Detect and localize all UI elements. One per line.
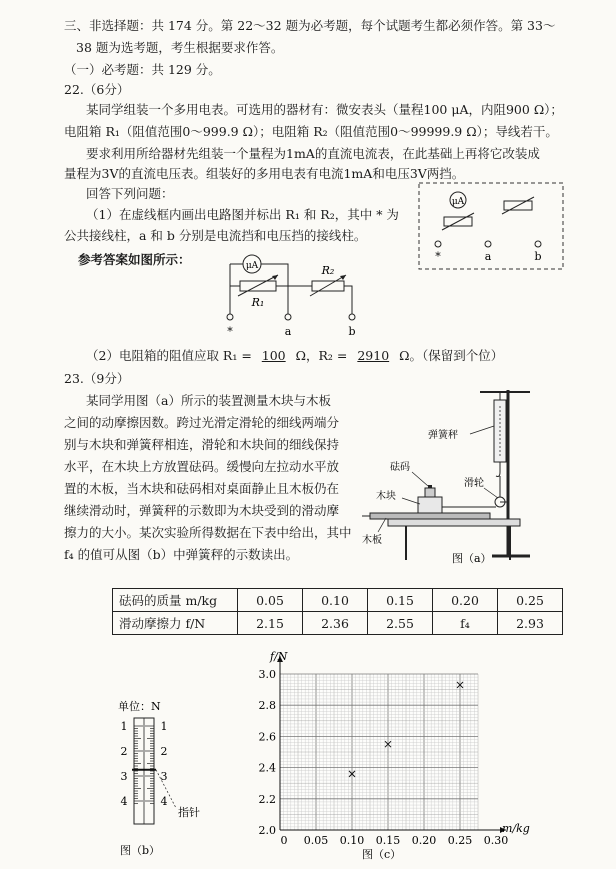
board-icon <box>362 513 490 519</box>
scale-unit: 单位：N <box>118 700 161 713</box>
q23-line: 水平，在木块上方放置砝码。缓慢向左拉动水平放 <box>64 459 340 474</box>
svg-text:*: * <box>435 250 441 263</box>
y-tick-label: 2.6 <box>258 730 276 744</box>
svg-text:a: a <box>284 325 292 338</box>
tick-left-2: 2 <box>120 745 128 758</box>
table-row <box>113 589 563 612</box>
microammeter-icon <box>243 255 261 273</box>
x-tick-label: 0.20 <box>411 834 437 847</box>
svg-text:*: * <box>227 325 233 338</box>
y-tick-label: 2.2 <box>258 792 276 806</box>
q22-para1: 某同学组装一个多用电表。可选用的器材有：微安表头（量程100 μA，内阻900 Ω）； <box>86 102 563 117</box>
q23-line: 置的木板，当木块和砝码相对桌面静止且木板仍在 <box>64 481 340 496</box>
x-tick-label: 0.15 <box>375 834 401 847</box>
table-cell: 2.36 <box>303 612 368 635</box>
box-resistor-r1-icon <box>442 213 474 230</box>
y-tick-label: 2.4 <box>258 761 276 775</box>
figure-a-caption: 图（a） <box>452 552 492 565</box>
reference-answer-label: 参考答案如图所示： <box>78 252 191 267</box>
label-board: 木板 <box>362 535 382 546</box>
q22-para2: 电阻箱 R₁（阻值范围0～999.9 Ω）；电阻箱 R₂（阻值范围0～99999.9 Ω）；导线若干。 <box>64 124 558 139</box>
q22-para4: 量程为3V的直流电压表。组装好的多用电表有电流1mA和电压3V两挡。 <box>64 166 465 181</box>
reference-circuit-diagram <box>214 244 374 340</box>
q23-header: 23.（9分） <box>64 371 130 386</box>
q23-line: 别与木块和弹簧秤相连，滑轮和木块间的细线保持 <box>64 437 340 452</box>
label-block: 木块 <box>376 491 396 502</box>
label-weight: 砝码 <box>390 462 410 473</box>
x-tick-label: 0.05 <box>303 834 329 847</box>
svg-text:b: b <box>348 325 356 338</box>
answer-box-diagram <box>418 182 564 270</box>
box-terminal-a <box>485 241 491 247</box>
required-heading: （一）必考题：共 129 分。 <box>64 62 221 77</box>
q22-sub1-line1: （1）在虚线框内画出电路图并标出 R₁ 和 R₂，其中 * 为 <box>86 207 399 222</box>
box-terminal-star <box>435 241 441 247</box>
pointer-label: 指针 <box>178 806 200 819</box>
pulley-icon <box>495 497 508 507</box>
svg-text:a: a <box>484 250 492 263</box>
tick-left-1: 1 <box>120 720 128 733</box>
tick-left-4: 4 <box>120 795 128 808</box>
chart-grid <box>280 674 478 830</box>
table-cell: 2.15 <box>238 612 303 635</box>
svg-text:μA: μA <box>451 197 465 207</box>
q22-para3: 要求利用所给器材先组装一个量程为1mA的直流电流表，在此基础上再将它改装成 <box>86 146 540 161</box>
figure-c-caption: 图（c） <box>362 848 402 861</box>
q23-line: 继续滑动时，弹簧秤的示数即为木块受到的滑动摩 <box>64 503 340 518</box>
terminal-star <box>227 314 233 320</box>
answer-r1: 100 <box>261 348 286 363</box>
q22-para5: 回答下列问题： <box>86 186 174 201</box>
table-cell: 0.20 <box>433 589 498 612</box>
y-tick-label: 2.0 <box>258 824 276 837</box>
y-tick-label: 2.8 <box>258 699 276 713</box>
table-cell: 2.55 <box>368 612 433 635</box>
box-terminal-b <box>535 241 541 247</box>
q22-sub1-line2: 公共接线柱，a 和 b 分别是电流挡和电压挡的接线柱。 <box>64 228 367 243</box>
terminal-a <box>285 314 291 320</box>
y-axis-label: f/N <box>270 650 288 663</box>
answer-r2: 2910 <box>357 348 390 363</box>
label-pulley: 滑轮 <box>464 478 484 489</box>
data-table <box>112 588 563 635</box>
figure-c-chart <box>250 648 580 866</box>
section-title-line2: 38 题为选考题，考生根据要求作答。 <box>76 40 284 55</box>
q23-line: 某同学用图（a）所示的装置测量木块与木板 <box>86 393 331 408</box>
tick-right-3: 3 <box>160 770 168 783</box>
section-title-line1: 三、非选择题：共 174 分。第 22～32 题为必考题，每个试题考生都必须作答。第 33～ <box>64 18 556 33</box>
q22-sub2: （2）电阻箱的阻值应取 R₁ = 100 Ω，R₂ = 2910 Ω。（保留到个位） <box>86 348 504 363</box>
q23-line-last: f₄ 的值可从图（b）中弹簧秤的示数读出。 <box>64 547 299 562</box>
q23-line: 之间的动摩擦因数。跨过光滑定滑轮的细线两端分 <box>64 415 340 430</box>
terminal-b <box>349 314 355 320</box>
figure-b-scale <box>98 690 238 860</box>
block-icon <box>418 497 442 513</box>
box-microammeter-icon <box>450 192 466 208</box>
tick-left-3: 3 <box>120 770 128 783</box>
table-cell: 0.05 <box>238 589 303 612</box>
resistor-r1-icon <box>238 275 278 296</box>
r2-label: R₂ <box>321 264 335 277</box>
table-cell: 0.15 <box>368 589 433 612</box>
tick-right-1: 1 <box>160 720 168 733</box>
row-label-friction: 滑动摩擦力 f/N <box>113 612 238 635</box>
x-axis-label: m/kg <box>502 822 530 835</box>
y-tick-label: 3.0 <box>258 668 276 681</box>
x-tick-label: 0.10 <box>339 834 365 847</box>
x-tick-label: 0 <box>280 834 288 847</box>
q23-line: 擦力的大小。某次实验所得数据在下表中给出，其中 <box>64 525 352 540</box>
q22-header: 22.（6分） <box>64 82 130 97</box>
x-tick-label: 0.25 <box>447 834 473 847</box>
spring-scale-icon <box>494 392 506 477</box>
svg-text:μA: μA <box>245 261 259 271</box>
resistor-r2-icon <box>310 275 346 296</box>
box-resistor-r2-icon <box>502 197 534 214</box>
row-label-mass: 砝码的质量 m/kg <box>113 589 238 612</box>
weight-icon <box>425 485 435 497</box>
tick-right-4: 4 <box>160 795 168 808</box>
table-cell: 2.93 <box>498 612 563 635</box>
r1-label: R₁ <box>251 296 265 309</box>
tick-right-2: 2 <box>160 745 168 758</box>
table-row <box>113 612 563 635</box>
table-cell: 0.10 <box>303 589 368 612</box>
x-tick-label: 0.30 <box>483 834 509 847</box>
table-cell: 0.25 <box>498 589 563 612</box>
figure-b-caption: 图（b） <box>120 844 161 857</box>
table-cell: f₄ <box>433 612 498 635</box>
svg-text:b: b <box>534 250 542 263</box>
figure-a-apparatus <box>360 380 540 566</box>
label-spring-scale: 弹簧秤 <box>428 430 458 441</box>
